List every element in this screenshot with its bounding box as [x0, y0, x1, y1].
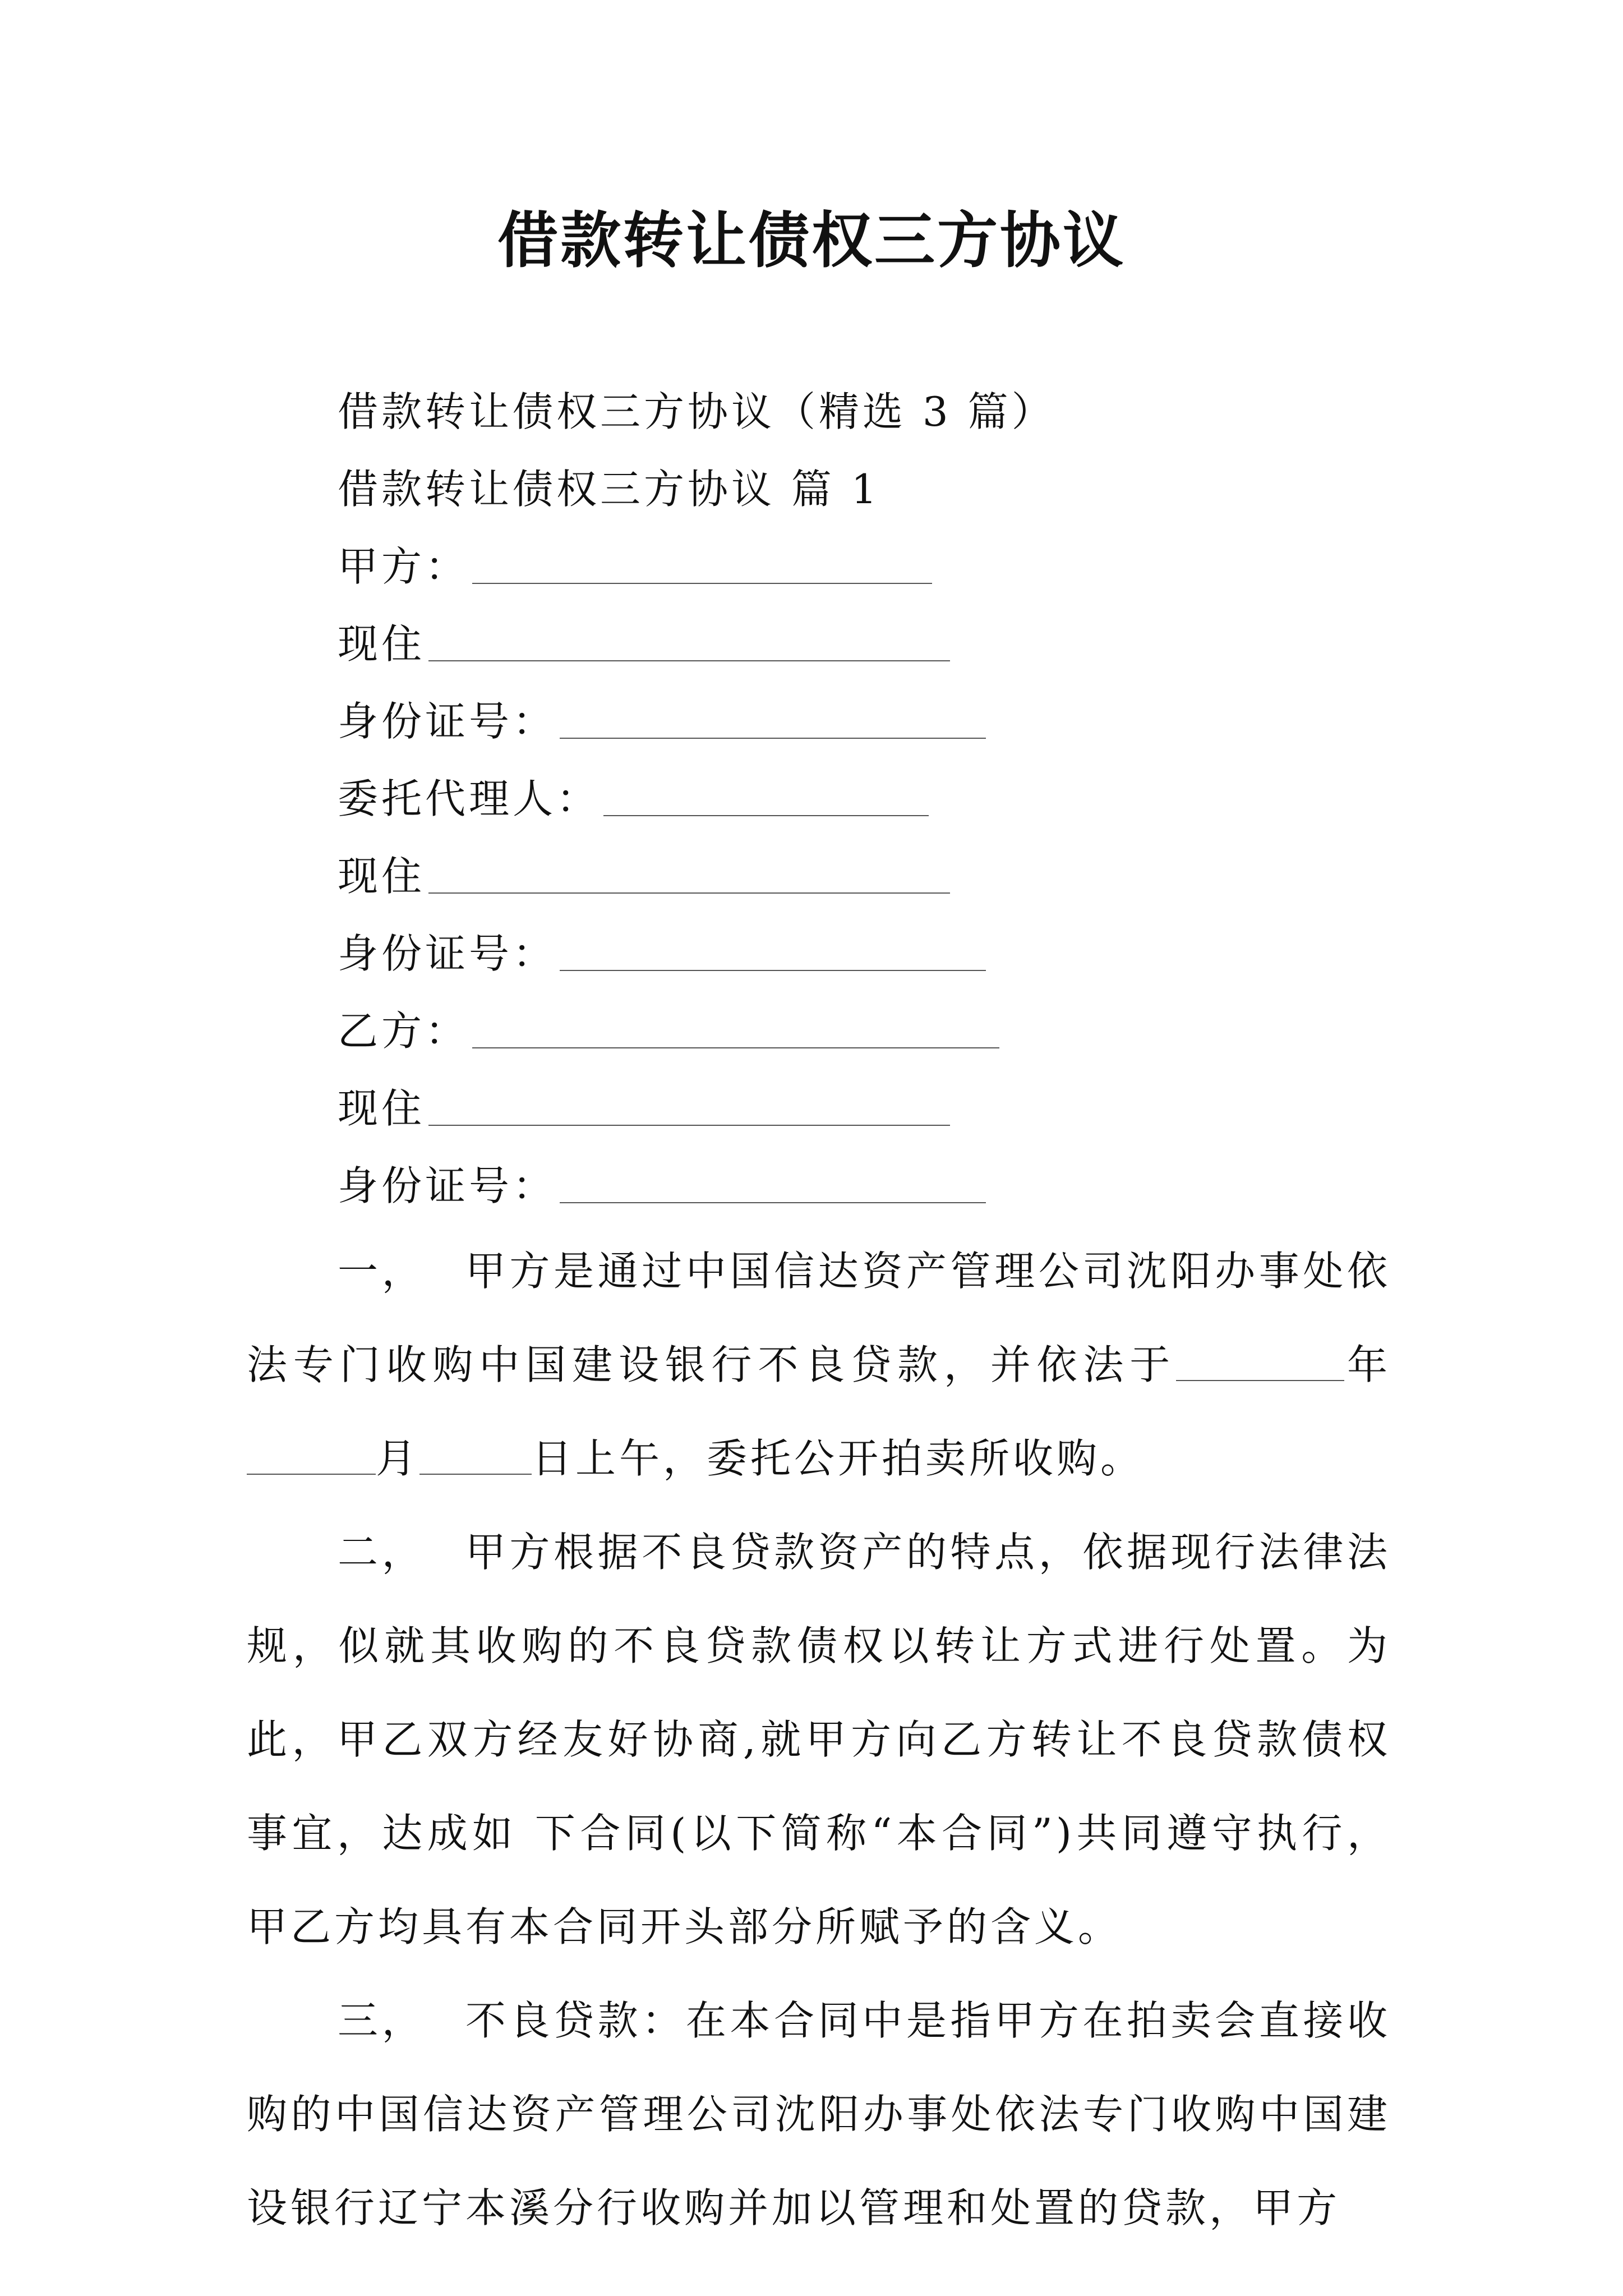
field-address-b	[247, 1070, 1391, 1147]
field-label: 甲方：	[338, 543, 469, 590]
field-label: 身份证号：	[338, 930, 557, 977]
document-body	[247, 373, 1391, 2255]
clause-number: 二，	[338, 1529, 426, 1576]
clause-2	[247, 1506, 1391, 1974]
fill-in-blank[interactable]	[560, 1162, 986, 1203]
field-label: 乙方：	[338, 1007, 469, 1055]
field-address-agent	[247, 838, 1391, 915]
document-title: 借款转让债权三方协议	[497, 206, 1126, 276]
clause-1	[247, 1225, 1391, 1506]
fill-in-blank[interactable]	[603, 775, 929, 816]
year-blank[interactable]	[1176, 1341, 1344, 1381]
field-label: 现住	[338, 853, 426, 900]
field-party-a	[247, 528, 1391, 605]
fill-in-blank[interactable]	[428, 1084, 950, 1126]
clause-text: 不良贷款：在本合同中是指甲方在拍卖会直接收购的中国信达资产管理公司沈阳办事处依法专门收购中国建设银行辽宁本溪分行收购并加以管理和处置的贷款，甲方	[247, 1997, 1391, 2231]
field-agent	[247, 760, 1391, 838]
clause-number: 三，	[338, 1997, 426, 2044]
fill-in-blank[interactable]	[472, 542, 932, 584]
month-label: 月	[376, 1435, 420, 1482]
month-blank[interactable]	[247, 1434, 376, 1475]
field-id-agent	[247, 915, 1391, 992]
field-label: 现住	[338, 1085, 426, 1132]
clause-text: 甲方是通过中国信达资产管理公司沈阳办事处依法专门收购中国建设银行不良贷款，并依法于	[247, 1248, 1391, 1388]
clause-text: 甲方根据不良贷款资产的特点，依据现行法律法规，似就其收购的不良贷款债权以转让方式进行处置。为此，甲乙双方经友好协商,就甲方向乙方转让不良贷款债权事宜，达成如 下合同(以下简称“本合同”)共同遵守执行，甲乙方均具有本合同开头部分所赋予的含义。	[247, 1529, 1391, 1950]
fill-in-blank[interactable]	[560, 697, 986, 739]
field-label: 委托代理人：	[338, 775, 601, 822]
field-id-b	[247, 1147, 1391, 1225]
fill-in-blank[interactable]	[428, 620, 950, 661]
field-label: 现住	[338, 620, 426, 668]
day-blank[interactable]	[419, 1434, 532, 1475]
clause-number: 一，	[338, 1248, 426, 1295]
fill-in-blank[interactable]	[472, 1007, 999, 1048]
field-address-a	[247, 605, 1391, 683]
field-label: 身份证号：	[338, 1162, 557, 1209]
fill-in-blank[interactable]	[560, 930, 986, 971]
year-label: 年	[1344, 1341, 1391, 1388]
subtitle: 借款转让债权三方协议（精选 3 篇）	[338, 388, 1055, 435]
fill-in-blank[interactable]	[428, 852, 950, 894]
clause-text-rest: 日上午，委托公开拍卖所收购。	[532, 1435, 1145, 1482]
field-label: 身份证号：	[338, 698, 557, 745]
section-heading: 借款转让债权三方协议 篇 1	[338, 466, 880, 513]
field-party-b	[247, 992, 1391, 1070]
field-id-a	[247, 683, 1391, 760]
clause-3	[247, 1974, 1391, 2255]
